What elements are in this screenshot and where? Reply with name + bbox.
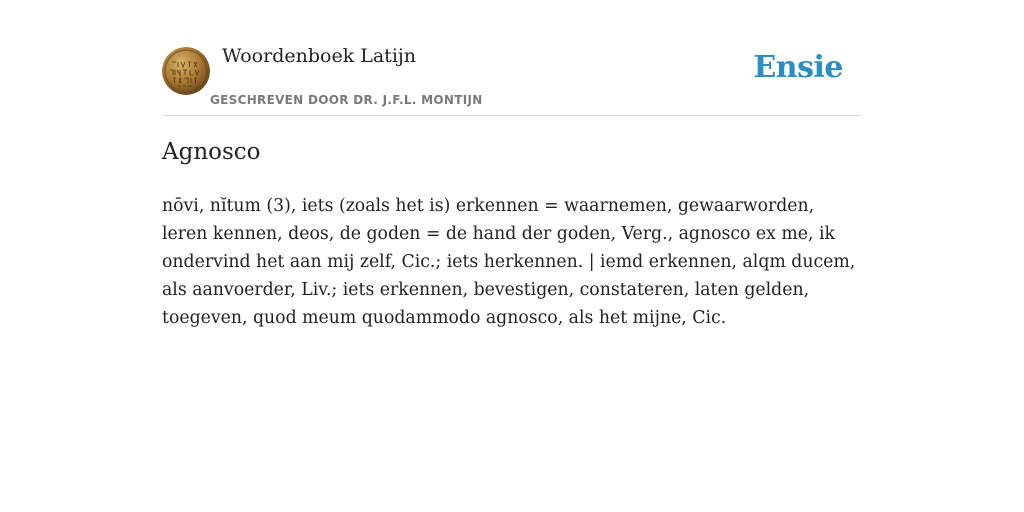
entry-definition: nōvi, nĭtum (3), iets (zoals het is) erkennen = waarnemen, gewaarworden, leren kennen, deos, de goden = de hand der goden, Verg., agnosco ex me, ik ondervind het aan mij zelf, Cic.; iets herkennen. | iemd erkennen, alqm ducem, als aanvoerder, Liv.; iets erkennen, bevestigen, constateren, laten gelden, toegeven, quod meum quodammodo agnosco, als het mijne, Cic. — [162, 196, 856, 328]
site-header — [162, 0, 862, 116]
roman-coin-logo-icon[interactable] — [162, 47, 210, 95]
entry-title: Agnosco — [162, 139, 261, 165]
author-byline: GESCHREVEN DOOR DR. J.F.L. MONTIJN — [210, 93, 483, 107]
dictionary-title[interactable]: Woordenboek Latijn — [222, 45, 417, 67]
ensie-logo-link[interactable]: Ensie — [753, 50, 843, 85]
